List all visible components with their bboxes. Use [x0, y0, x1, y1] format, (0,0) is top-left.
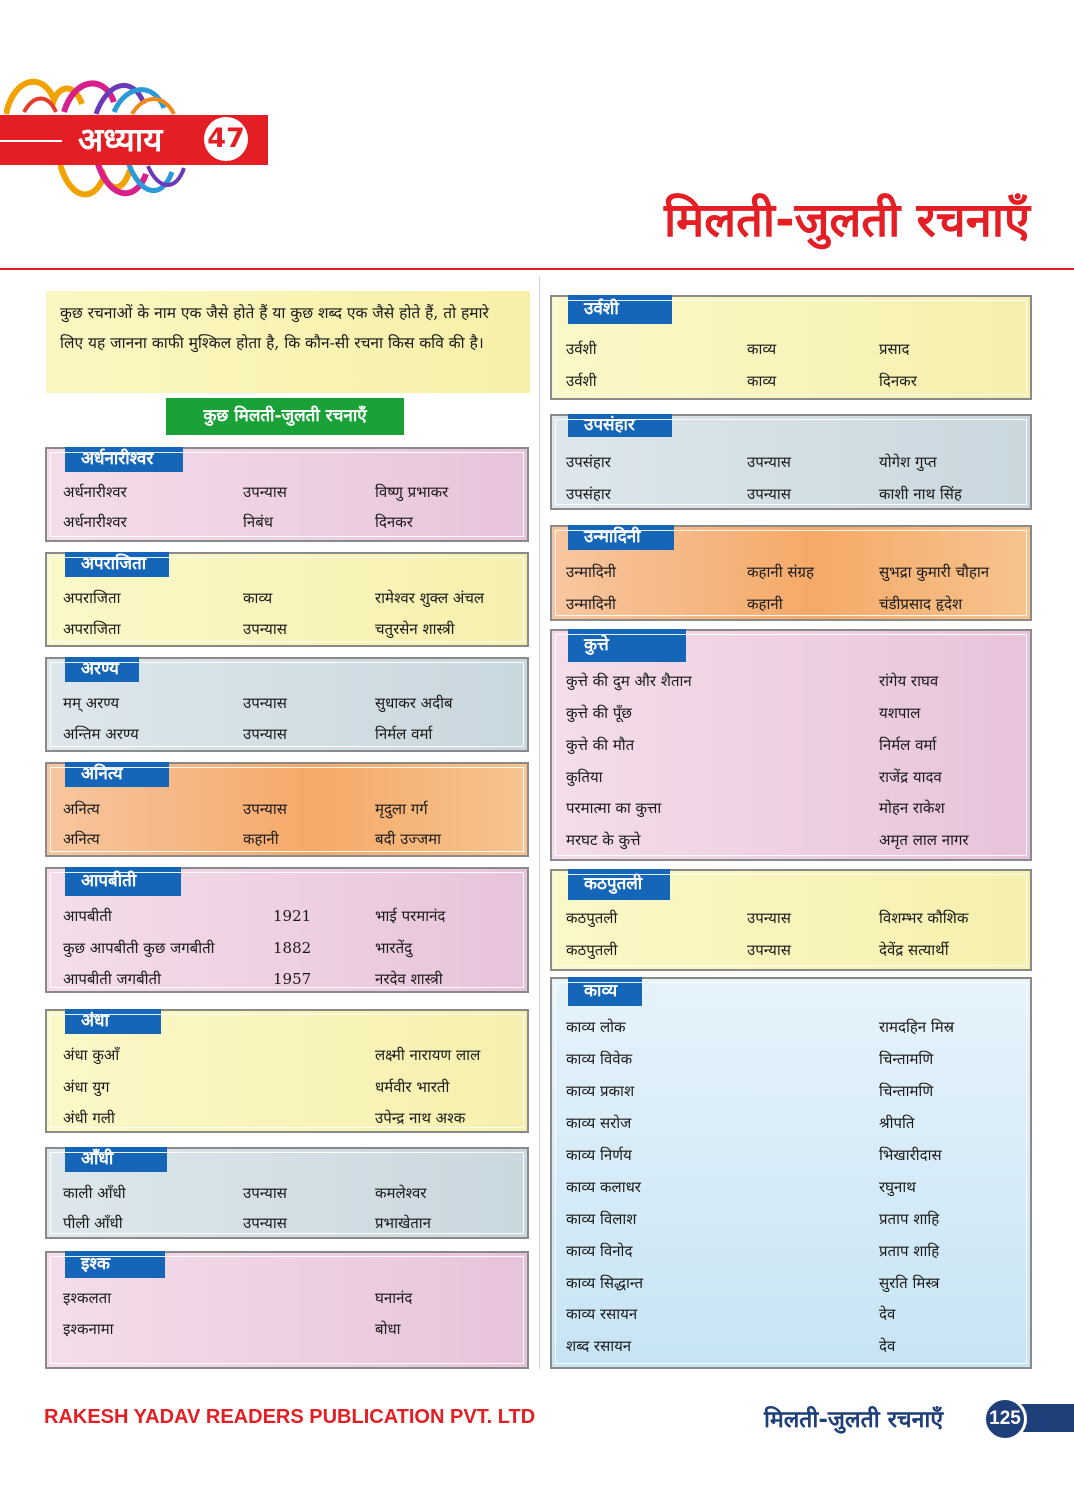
work-title: इश्कनामा: [63, 1320, 114, 1338]
work-title: काव्य सरोज: [566, 1114, 632, 1132]
work-title: अनित्य: [63, 830, 100, 848]
work-author: भिखारीदास: [879, 1146, 942, 1164]
work-title: काव्य विलाश: [566, 1210, 637, 1228]
work-author: यशपाल: [879, 704, 921, 722]
work-genre: कहानी: [243, 830, 279, 848]
work-title: इश्कलता: [63, 1289, 112, 1307]
box-title: कठपुतली: [568, 869, 670, 900]
box-title: अनित्य: [65, 762, 169, 787]
work-title: शब्द रसायन: [566, 1337, 632, 1355]
work-genre: कहानी संग्रह: [747, 563, 814, 581]
work-title: कठपुतली: [566, 941, 618, 959]
box-title: उर्वशी: [568, 295, 672, 324]
work-author: चंडीप्रसाद हृदेश: [879, 595, 963, 613]
box-title: इश्क: [65, 1251, 165, 1278]
work-genre: उपन्यास: [243, 1214, 287, 1232]
work-title: उर्वशी: [566, 372, 597, 390]
work-author: कमलेश्वर: [375, 1184, 427, 1202]
column-divider: [539, 277, 540, 1369]
work-author: अमृत लाल नागर: [879, 831, 969, 849]
work-author: चिन्तामणि: [879, 1082, 934, 1100]
work-genre: काव्य: [747, 340, 777, 358]
work-title: मम् अरण्य: [63, 694, 120, 712]
chapter-number: 47: [204, 117, 248, 161]
work-title: कठपुतली: [566, 909, 618, 927]
work-author: निर्मल वर्मा: [879, 736, 937, 754]
work-author: प्रभाखेतान: [375, 1214, 431, 1232]
work-title: अनित्य: [63, 800, 100, 818]
work-title: अपराजिता: [63, 589, 121, 607]
work-title: उन्मादिनी: [566, 595, 616, 613]
work-genre: उपन्यास: [243, 620, 287, 638]
work-author: दिनकर: [879, 372, 917, 390]
work-title: काव्य सिद्धान्त: [566, 1274, 644, 1292]
work-title: काव्य प्रकाश: [566, 1082, 635, 1100]
work-genre: उपन्यास: [243, 483, 287, 501]
work-author: काशी नाथ सिंह: [879, 485, 962, 503]
box-anitya: [45, 762, 529, 857]
work-title: कुछ आपबीती कुछ जगबीती: [63, 939, 215, 957]
work-author: रामदहिन मिस्र: [879, 1018, 955, 1036]
work-title: अपराजिता: [63, 620, 121, 638]
work-title: काव्य रसायन: [566, 1305, 638, 1323]
work-author: देव: [879, 1305, 896, 1323]
box-title: अपराजिता: [65, 552, 169, 577]
work-title: मरघट के कुत्ते: [566, 831, 641, 849]
running-title: मिलती-जुलती रचनाएँ: [764, 1407, 944, 1433]
work-author: भाई परमानंद: [375, 907, 446, 925]
work-title: काव्य विवेक: [566, 1050, 633, 1068]
work-title: काली आँधी: [63, 1184, 126, 1202]
box-kathputli: [550, 869, 1032, 971]
box-title: उन्मादिनी: [568, 525, 674, 550]
work-title: अन्तिम अरण्य: [63, 725, 139, 743]
page-number: 125: [983, 1397, 1027, 1441]
box-title: कुत्ते: [568, 629, 686, 662]
box-title: काव्य: [568, 977, 642, 1006]
work-author: प्रताप शाहि: [879, 1210, 940, 1228]
box-aandhi: [45, 1147, 529, 1239]
work-title: अंधा युग: [63, 1078, 110, 1096]
publisher-name: RAKESH YADAV READERS PUBLICATION PVT. LTD: [44, 1406, 536, 1428]
work-title: कुतिया: [566, 768, 603, 786]
header-divider: [0, 268, 1074, 270]
work-year: 1957: [273, 970, 312, 988]
work-title: काव्य लोक: [566, 1018, 626, 1036]
work-title: उपसंहार: [566, 453, 611, 471]
work-title: कुत्ते की दुम और शैतान: [566, 672, 692, 690]
floral-swirl-decoration: [4, 64, 184, 116]
work-genre: उपन्यास: [243, 800, 287, 818]
work-author: मोहन राकेश: [879, 799, 945, 817]
work-author: दिनकर: [375, 513, 413, 531]
work-title: अर्धनारीश्वर: [63, 513, 127, 531]
work-author: सुभद्रा कुमारी चौहान: [879, 563, 990, 581]
box-ishq: [45, 1251, 529, 1369]
work-genre: उपन्यास: [747, 941, 791, 959]
work-title: अंधी गली: [63, 1109, 115, 1127]
work-genre: उपन्यास: [747, 453, 791, 471]
section-subheading: कुछ मिलती-जुलती रचनाएँ: [166, 398, 404, 435]
box-aranya: [45, 657, 529, 752]
work-author: योगेश गुप्त: [879, 453, 937, 471]
work-author: चतुरसेन शास्त्री: [375, 620, 455, 638]
work-author: विशम्भर कौशिक: [879, 909, 969, 927]
floral-swirl-decoration-bottom: [58, 160, 188, 212]
work-genre: काव्य: [747, 372, 777, 390]
work-title: काव्य कलाधर: [566, 1178, 641, 1196]
work-genre: उपन्यास: [243, 1184, 287, 1202]
box-title: उपसंहार: [568, 414, 672, 437]
work-genre: उपन्यास: [243, 694, 287, 712]
work-author: रघुनाथ: [879, 1178, 916, 1196]
work-genre: काव्य: [243, 589, 273, 607]
work-author: विष्णु प्रभाकर: [375, 483, 449, 501]
work-author: प्रताप शाहि: [879, 1242, 940, 1260]
work-author: सुधाकर अदीब: [375, 694, 453, 712]
work-genre: निबंध: [243, 513, 274, 531]
box-title: अर्धनारीश्वर: [65, 447, 183, 472]
work-title: आपबीती जगबीती: [63, 970, 161, 988]
work-title: आपबीती: [63, 907, 112, 925]
page-title: मिलती-जुलती रचनाएँ: [664, 193, 1030, 248]
work-author: मृदुला गर्ग: [375, 800, 428, 818]
work-author: नरदेव शास्त्री: [375, 970, 443, 988]
work-title: पीली आँधी: [63, 1214, 123, 1232]
work-title: अंधा कुआँ: [63, 1046, 120, 1064]
box-andha: [45, 1009, 529, 1133]
work-title: उपसंहार: [566, 485, 611, 503]
work-author: बदी उज्जमा: [375, 830, 441, 848]
intro-paragraph: कुछ रचनाओं के नाम एक जैसे होते हैं या कुछ शब्द एक जैसे होते हैं, तो हमारे लिए यह जानना काफी मुश्किल होता है, कि कौन-सी रचना किस कवि की है।: [46, 291, 530, 393]
work-genre: उपन्यास: [747, 909, 791, 927]
work-title: काव्य विनोद: [566, 1242, 633, 1260]
box-upsanhar: [550, 414, 1032, 510]
box-kavya: [550, 977, 1032, 1369]
box-unmadini: [550, 525, 1032, 621]
work-year: 1882: [273, 939, 312, 957]
chapter-label: अध्याय: [78, 120, 163, 159]
box-aparajita: [45, 552, 529, 647]
box-title: आपबीती: [65, 867, 181, 896]
work-genre: उपन्यास: [747, 485, 791, 503]
work-author: सुरति मिस्त्र: [879, 1274, 940, 1292]
work-author: देवेंद्र सत्यार्थी: [879, 941, 949, 959]
work-title: उर्वशी: [566, 340, 597, 358]
work-author: घनानंद: [375, 1289, 413, 1307]
work-author: लक्ष्मी नारायण लाल: [375, 1046, 481, 1064]
work-title: काव्य निर्णय: [566, 1146, 632, 1164]
work-author: देव: [879, 1337, 896, 1355]
work-author: उपेन्द्र नाथ अश्क: [375, 1109, 466, 1127]
chapter-banner-line: [0, 140, 62, 142]
work-author: चिन्तामणि: [879, 1050, 934, 1068]
box-ardhanarishwar: [45, 447, 529, 542]
work-author: श्रीपति: [879, 1114, 915, 1132]
work-author: निर्मल वर्मा: [375, 725, 433, 743]
work-title: कुत्ते की पूँछ: [566, 704, 632, 722]
work-author: रामेश्वर शुक्ल अंचल: [375, 589, 485, 607]
work-author: रांगेय राघव: [879, 672, 939, 690]
box-title: अंधा: [65, 1009, 161, 1034]
box-aapbeeti: [45, 867, 529, 993]
work-author: राजेंद्र यादव: [879, 768, 942, 786]
work-title: परमात्मा का कुत्ता: [566, 799, 662, 817]
work-author: भारतेंदु: [375, 939, 413, 957]
box-title: अरण्य: [65, 657, 139, 682]
box-kutte: [550, 629, 1032, 861]
work-year: 1921: [273, 907, 312, 925]
work-author: बोधा: [375, 1320, 401, 1338]
box-title: आँधी: [65, 1147, 167, 1172]
work-genre: उपन्यास: [243, 725, 287, 743]
work-genre: कहानी: [747, 595, 783, 613]
work-author: धर्मवीर भारती: [375, 1078, 450, 1096]
work-title: अर्धनारीश्वर: [63, 483, 127, 501]
work-author: प्रसाद: [879, 340, 910, 358]
work-title: कुत्ते की मौत: [566, 736, 635, 754]
box-urvashi: [550, 295, 1032, 400]
work-title: उन्मादिनी: [566, 563, 616, 581]
